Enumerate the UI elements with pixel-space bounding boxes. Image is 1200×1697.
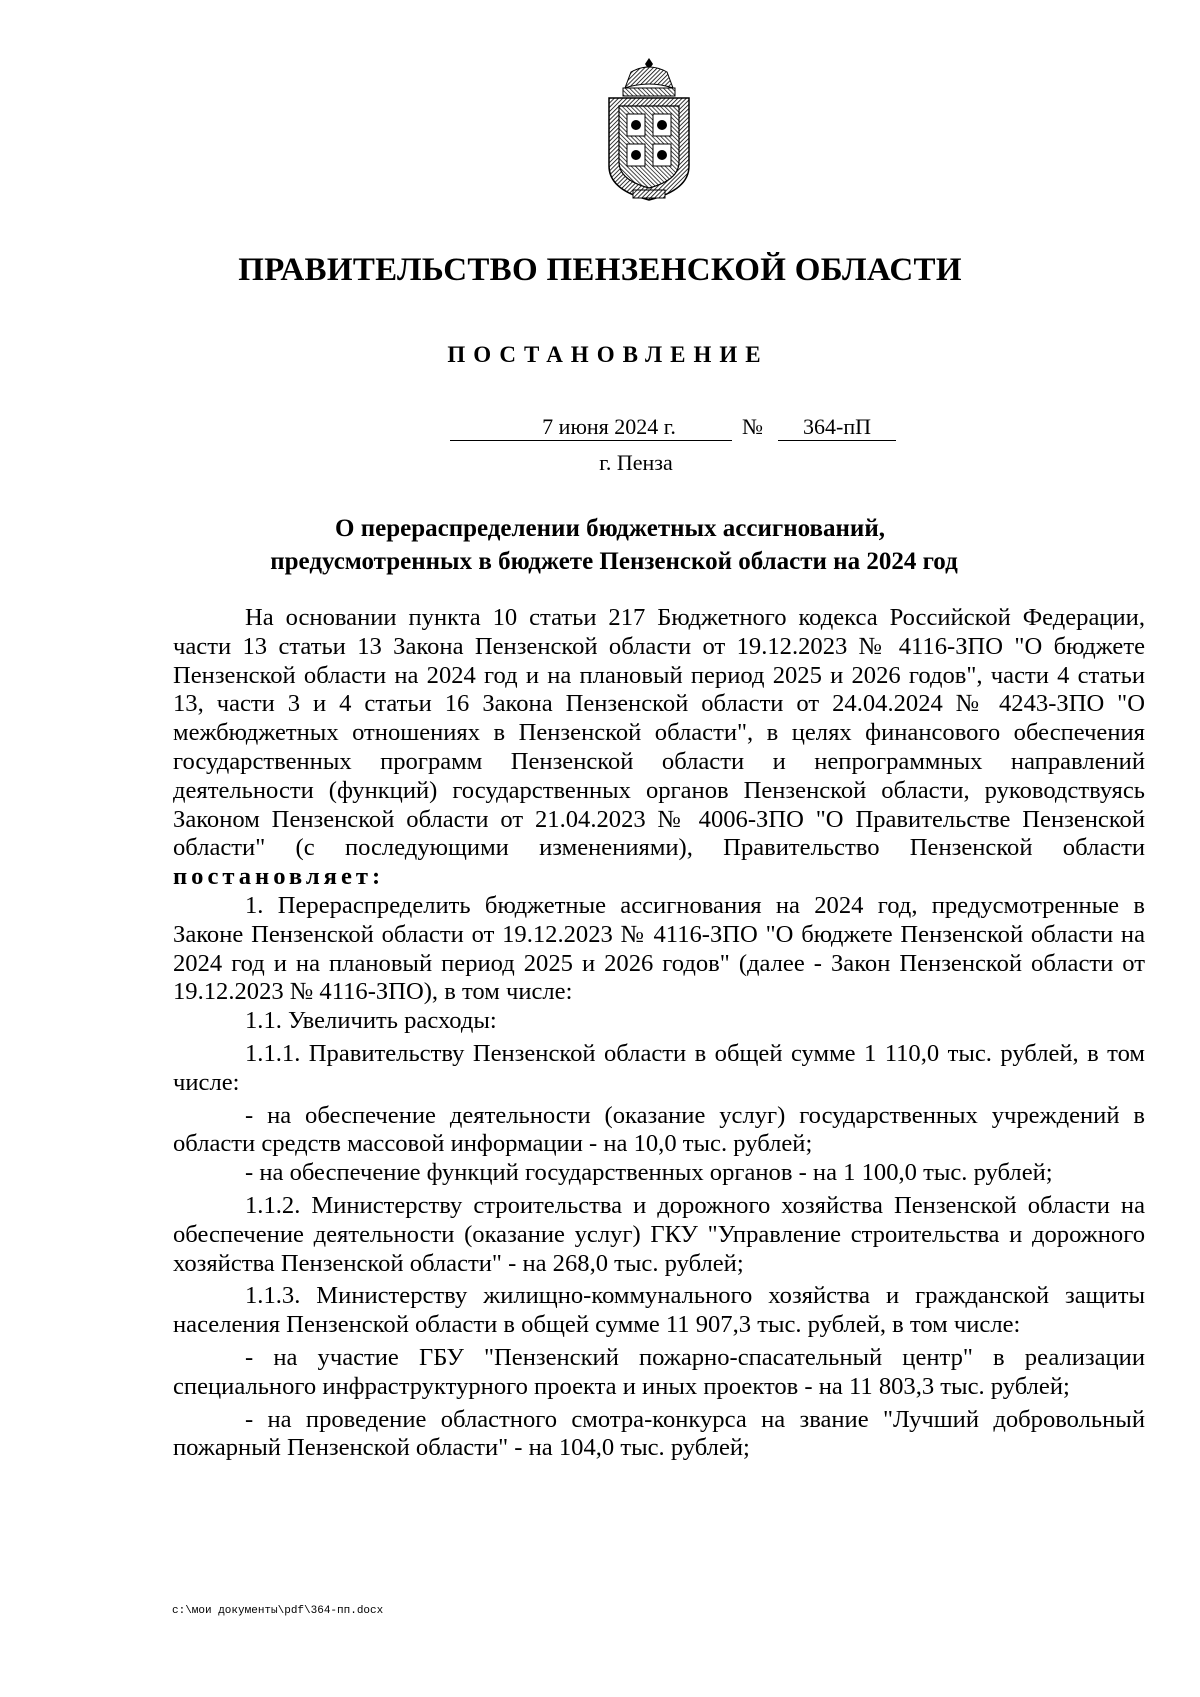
item-1-1-3: 1.1.3. Министерству жилищно-коммунального хозяйства и гражданской защиты населения Пензенской области в общей сумме 11 907,3 тыс. рублей, в том числе: <box>173 1282 1145 1339</box>
government-title: ПРАВИТЕЛЬСТВО ПЕНЗЕНСКОЙ ОБЛАСТИ <box>238 252 962 288</box>
subject-line-2: предусмотренных в бюджете Пензенской области на 2024 год <box>270 548 958 575</box>
resolves-word: постановляет: <box>173 863 385 891</box>
file-path-footer: c:\мои документы\pdf\364-пп.docx <box>172 1605 384 1617</box>
item-1-1-1-b: - на обеспечение функций государственных органов - на 1 100,0 тыс. рублей; <box>245 1159 1053 1187</box>
document-number: 364-пП <box>778 414 896 441</box>
item-1-1-1: 1.1.1. Правительству Пензенской области в общей сумме 1 110,0 тыс. рублей, в том числе: <box>173 1039 1145 1096</box>
city: г. Пенза <box>599 450 673 475</box>
item-1-1-3-a: - на участие ГБУ "Пензенский пожарно-спасательный центр" в реализации специального инфраструктурного проекта и иных проектов - на 11 803,3 тыс. рублей; <box>173 1343 1145 1400</box>
preamble-paragraph <box>173 604 1145 892</box>
item-1-1-2: 1.1.2. Министерству строительства и дорожного хозяйства Пензенской области на обеспечение деятельности (оказание услуг) ГКУ "Управление строительства и дорожного хозяйства Пензенской области" - на 268,0 тыс. рублей; <box>173 1191 1145 1277</box>
item-1: 1. Перераспределить бюджетные ассигнования на 2024 год, предусмотренные в Законе Пензенской области от 19.12.2023 № 4116-ЗПО "О бюджете Пензенской области на 2024 год и на плановый период 2025 и 2026 годов" (далее - Закон Пензенской области от 19.12.2023 № 4116-ЗПО), в том числе: <box>173 891 1145 1006</box>
item-1-1: 1.1. Увеличить расходы: <box>245 1007 497 1035</box>
document-subject <box>0 512 1200 578</box>
subject-line-1: О перераспределении бюджетных ассигнований, <box>335 515 885 542</box>
preamble-text: На основании пункта 10 статьи 217 Бюджетного кодекса Российской Федерации, части 13 статьи 13 Закона Пензенской области от 19.12.2023 № 4116-ЗПО "О бюджете Пензенской области на 2024 год и на плановый период 2025 и 2026 годов", части 4 статьи 13, части 3 и 4 статьи 16 Закона Пензенской области от 24.04.2024 № 4243-ЗПО "О межбюджетных отношениях в Пензенской области", в целях финансового обеспечения государственных программ Пензенской области и непрограммных направлений деятельности (функций) государственных органов Пензенской области, руководствуясь Законом Пензенской области от 21.04.2023 № 4006-ЗПО "О Правительстве Пензенской области" (с последующими изменениями), Правительство Пензенской области <box>173 604 1145 862</box>
coat-of-arms-icon <box>603 58 695 203</box>
document-type: ПОСТАНОВЛЕНИЕ <box>447 342 769 367</box>
item-1-1-1-a: - на обеспечение деятельности (оказание услуг) государственных учреждений в области средств массовой информации - на 10,0 тыс. рублей; <box>173 1101 1145 1158</box>
document-date: 7 июня 2024 г. <box>450 414 732 441</box>
item-1-1-3-b: - на проведение областного смотра-конкурса на звание "Лучший добровольный пожарный Пензенской области" - на 104,0 тыс. рублей; <box>173 1405 1145 1462</box>
document-body <box>173 604 1145 1463</box>
number-sign: № <box>742 414 763 439</box>
